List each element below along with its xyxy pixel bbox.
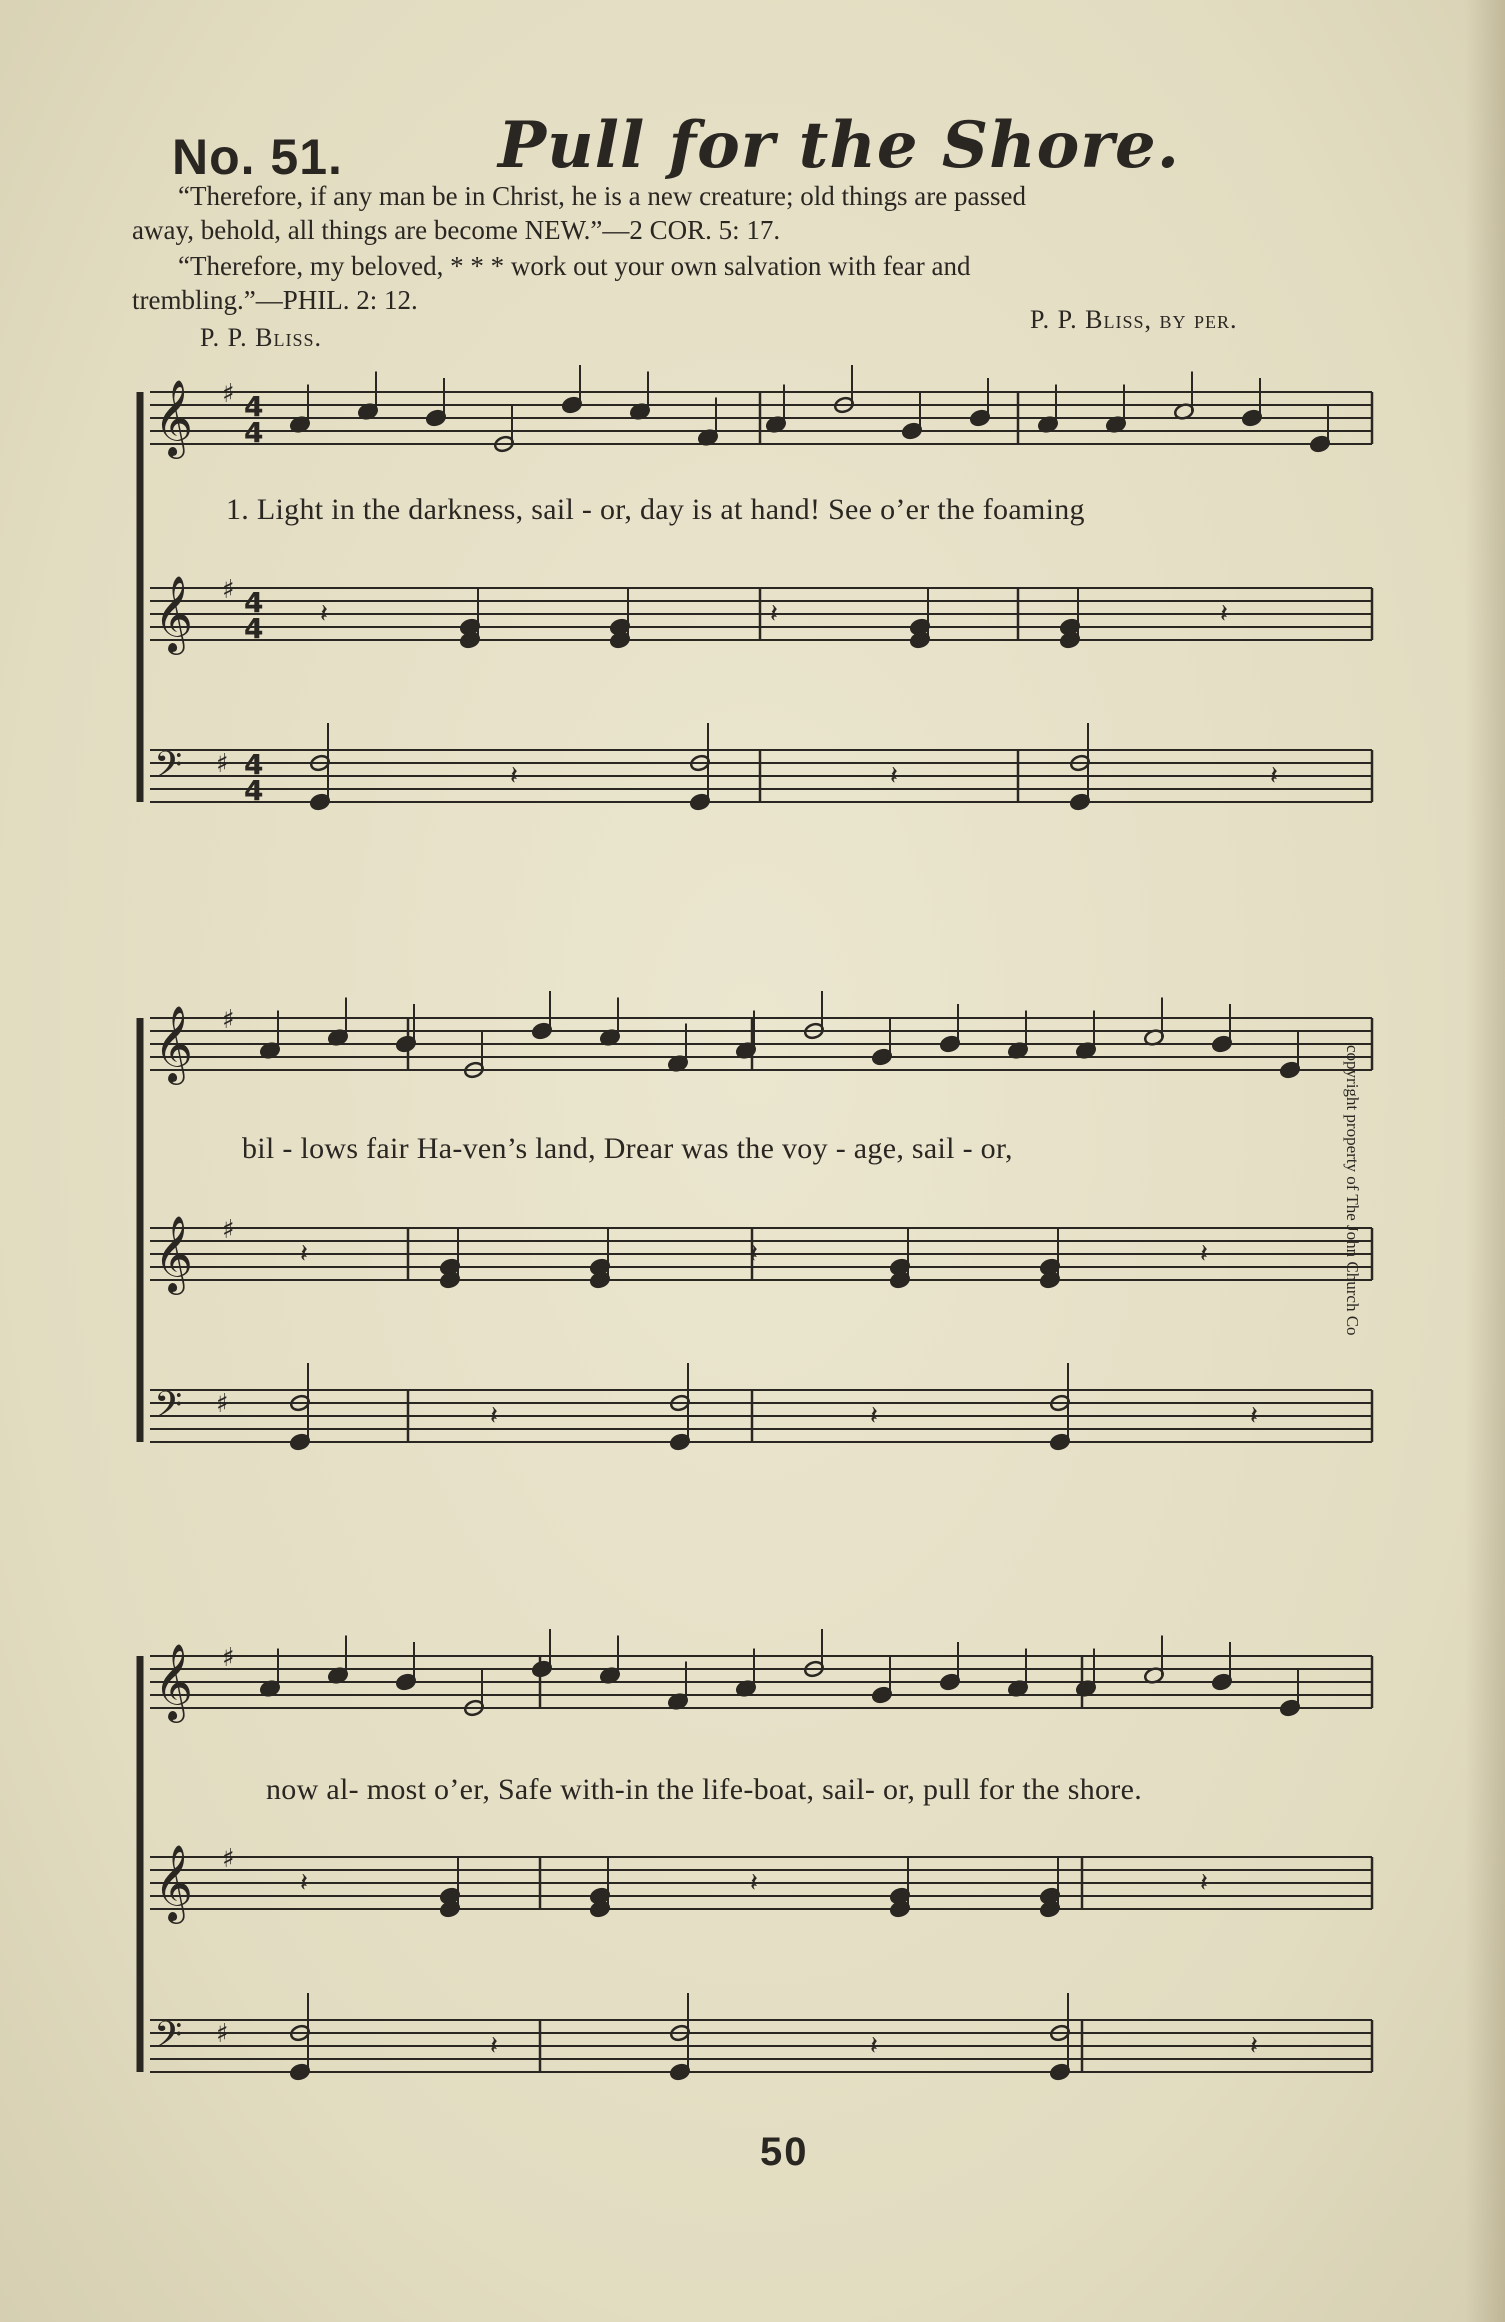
quarter-rest: 𝄽 [510, 761, 518, 791]
key-sharp: ♯ [222, 1005, 235, 1035]
quarter-rest: 𝄽 [1250, 1401, 1258, 1431]
key-sharp: ♯ [222, 575, 235, 605]
key-sharp: ♯ [216, 2019, 229, 2049]
time-signature-top: 4 [244, 748, 264, 781]
epigraph-2-line-2: trembling.”—PHIL. 2: 12. [132, 285, 418, 315]
bass-clef: 𝄢 [154, 1384, 183, 1435]
epigraph-1-line-1: “Therefore, if any man be in Christ, he is a new creature; old things are passed [178, 181, 1026, 211]
treble-clef: 𝄞 [154, 575, 194, 652]
quarter-rest: 𝄽 [750, 1239, 758, 1269]
time-signature-top: 4 [244, 390, 264, 423]
quarter-rest: 𝄽 [300, 1868, 308, 1898]
quarter-rest: 𝄽 [770, 599, 778, 629]
key-sharp: ♯ [222, 1844, 235, 1874]
epigraph-1-line-2: away, behold, all things are become NEW.”—2 COR. 5: 17. [132, 215, 781, 245]
quarter-rest: 𝄽 [490, 1401, 498, 1431]
lyrics-line-3: now al- most o’er, Safe with-in the life-boat, sail- or, pull for the shore. [266, 1773, 1142, 1806]
quarter-rest: 𝄽 [1250, 2031, 1258, 2061]
key-sharp: ♯ [222, 379, 235, 409]
quarter-rest: 𝄽 [1200, 1239, 1208, 1269]
hymn-number: No. 51. [172, 129, 343, 185]
quarter-rest: 𝄽 [1220, 599, 1228, 629]
music-credit: P. P. Bliss, by per. [1030, 305, 1238, 334]
key-sharp: ♯ [222, 1215, 235, 1245]
key-sharp: ♯ [222, 1643, 235, 1673]
treble-clef: 𝄞 [154, 1215, 194, 1292]
time-signature-top: 4 [244, 586, 264, 619]
time-signature-bottom: 4 [244, 416, 264, 449]
treble-clef: 𝄞 [154, 1844, 194, 1921]
copyright-notice: copyright property of The John Church Co [1343, 1045, 1362, 1336]
quarter-rest: 𝄽 [1200, 1868, 1208, 1898]
page-number: 50 [760, 2130, 809, 2174]
key-sharp: ♯ [216, 749, 229, 779]
lyrics-line-2: bil - lows fair Ha-ven’s land, Drear was the voy - age, sail - or, [242, 1132, 1013, 1165]
hymn-title: Pull for the Shore. [498, 108, 1181, 183]
quarter-rest: 𝄽 [890, 761, 898, 791]
quarter-rest: 𝄽 [490, 2031, 498, 2061]
quarter-rest: 𝄽 [870, 2031, 878, 2061]
treble-clef: 𝄞 [154, 1643, 194, 1720]
bass-clef: 𝄢 [154, 744, 183, 795]
key-sharp: ♯ [216, 1389, 229, 1419]
time-signature-bottom: 4 [244, 612, 264, 645]
quarter-rest: 𝄽 [300, 1239, 308, 1269]
words-credit: P. P. Bliss. [200, 323, 323, 352]
quarter-rest: 𝄽 [750, 1868, 758, 1898]
lyrics-line-1: 1. Light in the darkness, sail - or, day is at hand! See o’er the foaming [226, 493, 1085, 526]
treble-clef: 𝄞 [154, 1005, 194, 1082]
quarter-rest: 𝄽 [320, 599, 328, 629]
epigraph-2-line-1: “Therefore, my beloved, * * * work out your own salvation with fear and [178, 251, 971, 281]
treble-clef: 𝄞 [154, 379, 194, 456]
quarter-rest: 𝄽 [870, 1401, 878, 1431]
time-signature-bottom: 4 [244, 774, 264, 807]
bass-clef: 𝄢 [154, 2014, 183, 2065]
quarter-rest: 𝄽 [1270, 761, 1278, 791]
